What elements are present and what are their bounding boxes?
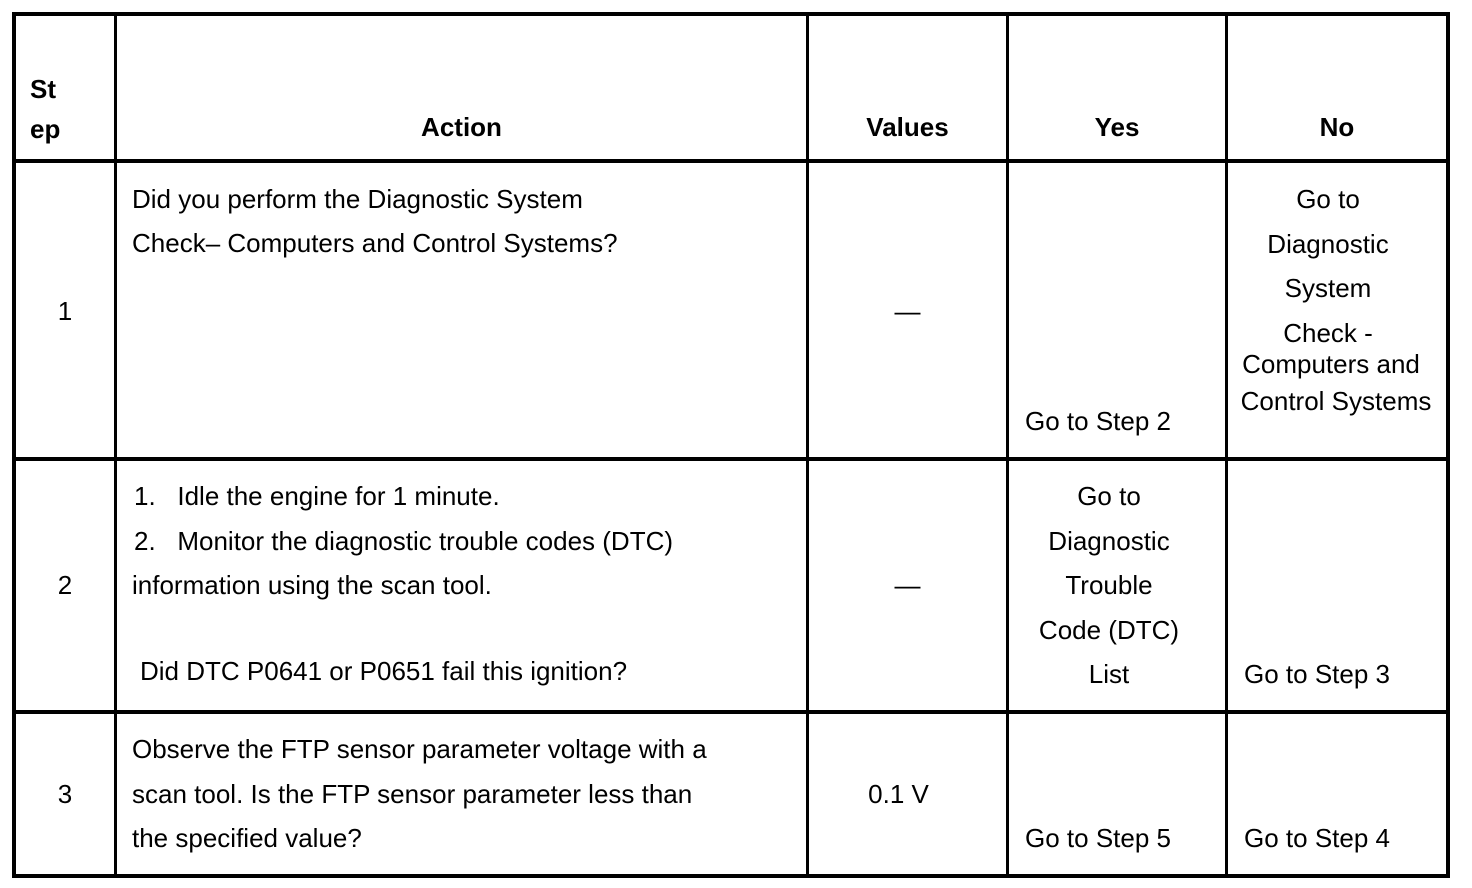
row2-yes-line5: List [1088, 659, 1130, 689]
row1-action-line2: Check– Computers and Control Systems? [132, 228, 618, 258]
row1-action-line1: Did you perform the Diagnostic System [132, 184, 583, 214]
header-step-line2: ep [30, 114, 61, 144]
rule-left [12, 12, 16, 878]
rule-row1-bottom [12, 457, 1450, 461]
row3-action-line2: scan tool. Is the FTP sensor parameter less than [132, 779, 693, 809]
row3-step: 3 [57, 779, 73, 809]
row1-yes: Go to Step 2 [1025, 406, 1171, 436]
row1-step: 1 [57, 296, 73, 326]
rule-right [1446, 12, 1450, 878]
row3-action-line1: Observe the FTP sensor parameter voltage with a [132, 734, 707, 764]
row2-action-line3: information using the scan tool. [132, 570, 492, 600]
row2-action-line2: 2. Monitor the diagnostic trouble codes (DTC) [134, 526, 674, 556]
row2-yes-line3: Trouble [1065, 570, 1153, 600]
rule-header-bottom [12, 159, 1450, 163]
row1-value: — [894, 296, 921, 326]
row1-no-line1: Go to [1296, 184, 1360, 214]
row2-yes-line2: Diagnostic [1048, 526, 1170, 556]
row3-value: 0.1 V [868, 779, 929, 809]
row1-no-line5: Computers and [1242, 349, 1420, 379]
row1-no-line4: Check - [1283, 318, 1373, 348]
row2-value: — [894, 570, 921, 600]
row2-action-line4: Did DTC P0641 or P0651 fail this ignition? [140, 656, 628, 686]
row1-no-line3: System [1284, 273, 1372, 303]
row3-no: Go to Step 4 [1244, 823, 1390, 853]
rule-bottom [12, 874, 1450, 878]
row3-yes: Go to Step 5 [1025, 823, 1171, 853]
row1-no-line2: Diagnostic [1267, 229, 1389, 259]
header-yes: Yes [1094, 112, 1140, 142]
rule-row2-bottom [12, 710, 1450, 714]
row2-step: 2 [57, 570, 73, 600]
row3-action-line3: the specified value? [132, 823, 362, 853]
rule-top [12, 12, 1450, 16]
header-step-line1: St [30, 74, 56, 104]
row2-action-line1: 1. Idle the engine for 1 minute. [134, 481, 500, 511]
row1-no-line6: Control Systems [1240, 386, 1432, 416]
header-no: No [1319, 112, 1355, 142]
header-action: Action [421, 112, 502, 142]
header-values: Values [866, 112, 949, 142]
row2-no: Go to Step 3 [1244, 659, 1390, 689]
row2-yes-line1: Go to [1077, 481, 1141, 511]
row2-yes-line4: Code (DTC) [1038, 615, 1180, 645]
